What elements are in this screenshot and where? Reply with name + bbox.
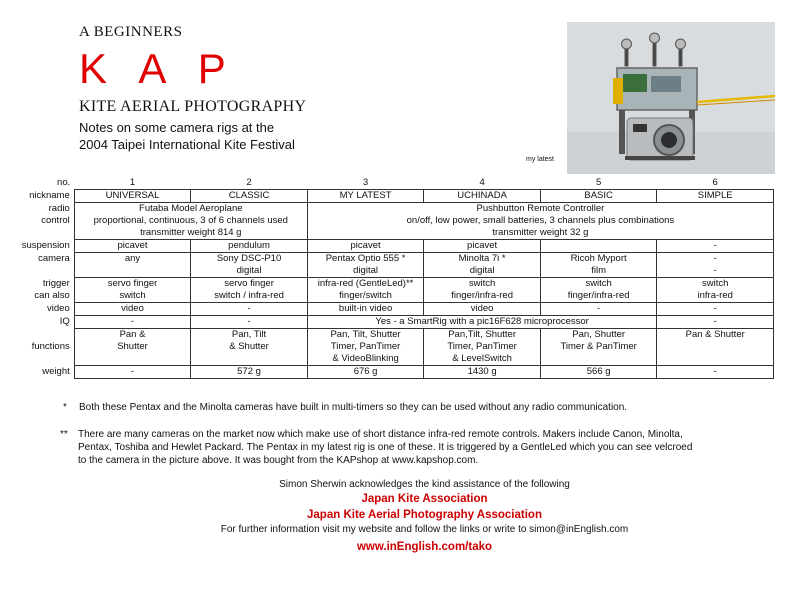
row-label: nickname (29, 189, 70, 201)
footnote-text: Pentax, Toshiba and Hewlet Packard. The Pentax in my latest rig is one of these. It is triggered by a GentleLed which you can see velcroed (78, 442, 693, 453)
row-trigger (18, 278, 774, 303)
rig-number: 1 (129, 177, 136, 188)
footnote-text: to the camera in the picture above. It was bought from the KAPshop at www.kapshop.com. (78, 455, 479, 466)
iq-cell: - (74, 316, 191, 329)
rig-nickname: CLASSIC (191, 190, 308, 203)
page-subtitle: KITE AERIAL PHOTOGRAPHY (79, 98, 307, 115)
iq-cell: - (191, 316, 308, 329)
camera-cell: any (74, 253, 191, 278)
row-label: trigger can also (34, 277, 70, 301)
trigger-cell: switch infra-red (657, 278, 774, 303)
rig-number: 5 (595, 177, 602, 188)
website-link[interactable]: www.inEnglish.com/tako (356, 541, 493, 553)
functions-cell: Pan, Tilt, Shutter Timer, PanTimer & VideoBlinking (307, 329, 424, 366)
row-label: camera (38, 252, 70, 264)
footnote-double-star (60, 428, 788, 467)
org-japan-kite-association: Japan Kite Association (361, 493, 488, 505)
row-functions (18, 329, 774, 366)
weight-cell: 676 g (307, 366, 424, 379)
camera-cell: Pentax Optio 555 * digital (307, 253, 424, 278)
suspension-cell: picavet (307, 240, 424, 253)
row-nickname (18, 190, 774, 203)
page-title: K A P (79, 45, 237, 92)
camera-rig-comparison-table (18, 177, 774, 379)
rig-number: 2 (246, 177, 252, 188)
row-camera (18, 253, 774, 278)
row-label: weight (42, 365, 70, 377)
rig-nickname: BASIC (540, 190, 657, 203)
radio-pushbutton: Pushbutton Remote Controller on/off, low power, small batteries, 3 channels plus combinations transmitter weight 32 g (307, 203, 773, 240)
weight-cell: - (74, 366, 191, 379)
row-weight (18, 366, 774, 379)
rig-number: 4 (479, 177, 485, 188)
row-label: radio control (41, 202, 70, 226)
camera-rig-photo (567, 22, 775, 174)
intro-notes (79, 119, 295, 153)
rig-nickname: UNIVERSAL (74, 190, 191, 203)
video-cell: video (74, 303, 191, 316)
trigger-cell: servo finger switch / infra-red (191, 278, 308, 303)
trigger-cell: infra-red (GentleLed)** finger/switch (307, 278, 424, 303)
row-label: functions (31, 341, 70, 352)
functions-cell: Pan & Shutter (74, 329, 191, 366)
iq-cell: - (657, 316, 774, 329)
functions-cell: Pan, Shutter Timer & PanTimer (540, 329, 657, 366)
row-radio (18, 203, 774, 240)
video-cell: - (657, 303, 774, 316)
functions-cell: Pan,Tilt, Shutter Timer, PanTimer & LevelSwitch (424, 329, 541, 366)
credits-block (0, 478, 800, 555)
weight-cell: - (657, 366, 774, 379)
kicker-heading: A BEGINNERS (79, 24, 183, 40)
footnote-single-star (63, 401, 779, 414)
rig-nickname: SIMPLE (657, 190, 774, 203)
rig-number: 3 (362, 177, 369, 188)
org-japan-kap-association: Japan Kite Aerial Photography Association (307, 509, 542, 521)
suspension-cell: pendulum (191, 240, 308, 253)
video-cell: - (540, 303, 657, 316)
camera-cell: Sony DSC-P10 digital (191, 253, 308, 278)
row-label: no. (57, 177, 71, 188)
acknowledgement-text: Simon Sherwin acknowledges the kind assistance of the following (279, 479, 570, 490)
radio-futaba: Futaba Model Aeroplane proportional, continuous, 3 of 6 channels used transmitter weight 814 g (74, 203, 307, 240)
weight-cell: 566 g (540, 366, 657, 379)
row-number (18, 177, 774, 190)
footnote-text: Both these Pentax and the Minolta cameras have built in multi-timers so they can be used without any radio communication. (79, 402, 628, 413)
weight-cell: 1430 g (424, 366, 541, 379)
footnote-mark: * (63, 402, 67, 413)
suspension-cell (540, 240, 657, 253)
camera-cell: Minolta 7i * digital (424, 253, 541, 278)
row-iq (18, 316, 774, 329)
video-cell: - (191, 303, 308, 316)
rig-nickname: UCHINADA (424, 190, 541, 203)
trigger-cell: switch finger/infra-red (540, 278, 657, 303)
row-label: video (47, 302, 70, 314)
row-label: IQ (59, 315, 70, 327)
trigger-cell: switch finger/infra-red (424, 278, 541, 303)
contact-info: For further information visit my website and follow the links or write to simon@inEnglish.com (220, 524, 629, 535)
photo-caption: my latest (526, 156, 555, 163)
row-suspension (18, 240, 774, 253)
video-cell: video (424, 303, 541, 316)
rig-nickname: MY LATEST (307, 190, 424, 203)
footnote-text: There are many cameras on the market now which make use of short distance infra-red remote controls. Makers include Canon, Minolta, (78, 429, 683, 440)
functions-cell: Pan, Tilt & Shutter (191, 329, 308, 366)
weight-cell: 572 g (191, 366, 308, 379)
suspension-cell: picavet (424, 240, 541, 253)
rig-number: 6 (712, 177, 718, 188)
camera-cell: - - (657, 253, 774, 278)
suspension-cell: picavet (74, 240, 191, 253)
iq-smartrig-cell: Yes - a SmartRig with a pic16F628 microprocessor (307, 316, 657, 329)
notes-line: 2004 Taipei International Kite Festival (79, 137, 295, 152)
row-video (18, 303, 774, 316)
camera-cell: Ricoh Myport film (540, 253, 657, 278)
functions-cell: Pan & Shutter (657, 329, 774, 366)
row-label: suspension (21, 239, 70, 251)
suspension-cell: - (657, 240, 774, 253)
trigger-cell: servo finger switch (74, 278, 191, 303)
video-cell: built-in video (307, 303, 424, 316)
notes-line: Notes on some camera rigs at the (79, 120, 275, 135)
footnote-mark: ** (60, 429, 68, 440)
